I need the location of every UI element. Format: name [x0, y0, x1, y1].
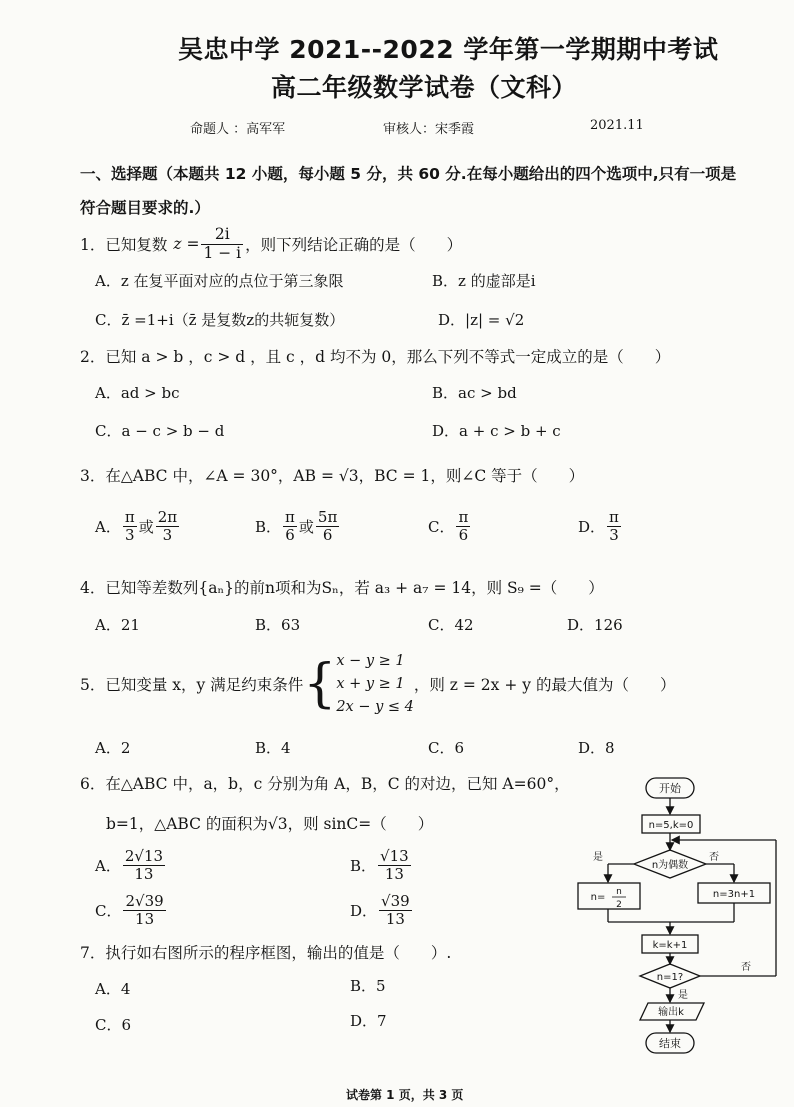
q2-option-b: B．ac > bd: [432, 384, 517, 402]
q6-c-d: 13: [135, 910, 155, 929]
q3-b-label: B．: [255, 518, 282, 537]
q6-a-d: 13: [134, 865, 154, 884]
q3-option-a: [95, 509, 181, 545]
q2-option-d: D．a + c > b + c: [432, 422, 561, 440]
q6-option-d: [350, 893, 414, 929]
question-6-line1: 6．在△ABC 中，a，b，c 分别为角 A，B，C 的对边，已知 A=60°，: [80, 775, 570, 793]
q6-d-d: 13: [385, 910, 405, 929]
q7-option-d: D．7: [350, 1012, 387, 1030]
constraint-3: 2x − y ≤ 4: [336, 698, 414, 715]
q3-d-n: π: [609, 508, 619, 526]
q7-option-a: A．4: [95, 980, 131, 998]
q6-b-frac: [378, 848, 411, 884]
flow-yes1-label: 是: [593, 852, 603, 863]
q1-z-eq: z =: [173, 235, 200, 254]
q3-b-n1: π: [285, 508, 295, 526]
section-heading-line1: 一、选择题（本题共 12 小题，每小题 5 分，共 60 分.在每小题给出的四个选项中,只有一项是: [80, 165, 737, 183]
flow-end-label: 结束: [659, 1037, 681, 1050]
constraint-2: x + y ≥ 1: [336, 675, 405, 692]
constraint-1: x − y ≥ 1: [336, 652, 405, 669]
flow-cond1-label: n为偶数: [651, 860, 689, 871]
flow-halve-den: 2: [616, 900, 622, 910]
q6-b-n: √13: [380, 847, 409, 865]
q4-option-d: D．126: [567, 616, 623, 634]
q3-a-label: A．: [95, 518, 121, 537]
q1-suffix: ，则下列结论正确的是（ ）: [245, 236, 463, 255]
q3-a-n2: 2π: [157, 508, 178, 526]
question-3-stem: 3．在△ABC 中，∠A = 30°，AB = √3，BC = 1，则∠C 等于（ ）: [80, 467, 585, 485]
q6-c-frac: [123, 893, 165, 929]
q3-c-frac: [456, 509, 470, 545]
q1-option-c: C．z̄ =1+i（z̄ 是复数z的共轭复数）: [95, 311, 345, 329]
q6-a-n: 2√13: [124, 847, 164, 865]
q7-option-c: C．6: [95, 1016, 132, 1034]
flow-yes2-label: 是: [678, 990, 688, 1001]
question-6-line2: b=1，△ABC 的面积为√3，则 sinC=（ ）: [106, 815, 434, 833]
question-4-stem: 4．已知等差数列{aₙ}的前n项和为Sₙ，若 a₃ + a₇ = 14，则 S₉ =（ ）: [80, 579, 604, 597]
flow-output-label: 输出k: [658, 1007, 684, 1018]
constraint-system: [336, 650, 414, 719]
q5-option-c: C．6: [428, 739, 465, 757]
q2-option-c: C．a − c > b − d: [95, 422, 225, 440]
q3-b-d1: 6: [285, 526, 295, 545]
flow-no2-label: 否: [741, 962, 751, 973]
q4-option-a: A．21: [95, 616, 140, 634]
program-flowchart: [570, 770, 785, 1060]
q1-prefix: 1．已知复数: [80, 236, 168, 255]
q6-c-n: 2√39: [125, 892, 164, 910]
flow-halve-lhs: n=: [590, 892, 606, 903]
q2-option-a: A．ad > bc: [95, 384, 180, 402]
q1-option-b: B．z 的虚部是i: [432, 272, 536, 290]
q6-option-c: [95, 893, 168, 929]
exam-title: 吴忠中学 2021--2022 学年第一学期期中考试: [178, 35, 719, 64]
flow-halve-node: [578, 883, 640, 909]
flow-increment-label: k=k+1: [652, 940, 688, 951]
q3-b-frac1: [283, 509, 297, 545]
q3-option-b: [255, 509, 341, 545]
q6-a-frac: [123, 848, 165, 884]
flow-init-label: n=5,k=0: [648, 820, 694, 831]
q3-b-or: 或: [298, 518, 314, 537]
q6-d-label: D．: [350, 902, 378, 921]
flow-no1-label: 否: [709, 852, 719, 863]
q3-d-frac: [607, 509, 621, 545]
flow-halve-num: n: [616, 887, 622, 897]
q3-d-label: D．: [578, 518, 606, 537]
question-2-stem: 2．已知 a > b ，c > d ，且 c ，d 均不为 0，那么下列不等式一定成立的是（ ）: [80, 348, 671, 366]
q6-d-frac: [379, 893, 412, 929]
q3-option-c: [428, 509, 472, 545]
flow-start-label: 开始: [659, 782, 681, 795]
q5-option-a: A．2: [95, 739, 131, 757]
q5-option-b: B．4: [255, 739, 291, 757]
q3-a-d2: 3: [162, 526, 173, 545]
q3-c-label: C．: [428, 518, 455, 537]
q3-b-d2: 6: [322, 526, 333, 545]
q1-denominator: 1 − i: [203, 243, 242, 262]
q3-a-n1: π: [124, 508, 135, 526]
q1-option-a: A．z 在复平面对应的点位于第三象限: [95, 272, 344, 290]
reviewer-label: 审核人：宋季霞: [383, 122, 475, 137]
q6-option-a: [95, 848, 167, 884]
flow-triple-label: n=3n+1: [712, 889, 756, 900]
exam-subtitle: 高二年级数学试卷（文科）: [271, 73, 578, 102]
q5-option-d: D．8: [578, 739, 615, 757]
question-1-stem: [80, 226, 462, 263]
q6-d-n: √39: [381, 892, 410, 910]
q6-b-label: B．: [350, 857, 377, 876]
section-heading-line2: 符合题目要求的.）: [80, 199, 210, 217]
constraint-brace: {: [303, 654, 337, 714]
q3-a-d1: 3: [125, 526, 135, 545]
q5-prefix: 5．已知变量 x，y 满足约束条件: [80, 676, 304, 694]
q3-c-n: π: [458, 508, 469, 526]
q3-b-n2: 5π: [317, 508, 338, 526]
q3-c-d: 6: [458, 526, 469, 545]
q4-option-c: C．42: [428, 616, 474, 634]
q3-d-d: 3: [609, 526, 619, 545]
question-7-stem: 7．执行如右图所示的程序框图，输出的值是（ ）.: [80, 944, 452, 962]
q3-b-frac2: [316, 509, 339, 545]
q5-suffix: ，则 z = 2x + y 的最大值为（ ）: [413, 676, 676, 694]
q1-option-d: D．|z| = √2: [438, 311, 525, 329]
page-footer: 试卷第 1 页，共 3 页: [346, 1088, 464, 1102]
flow-cond2-label: n=1?: [656, 972, 684, 983]
author-label: 命题人 ：高军军: [190, 122, 286, 137]
q6-b-d: 13: [384, 865, 404, 884]
q6-a-label: A．: [95, 857, 121, 876]
q3-a-or: 或: [138, 518, 154, 537]
q6-c-label: C．: [95, 902, 122, 921]
q7-option-b: B．5: [350, 977, 386, 995]
exam-date: 2021.11: [590, 118, 644, 133]
q1-fraction: [201, 226, 243, 263]
q4-option-b: B．63: [255, 616, 301, 634]
question-5-stem: [80, 647, 675, 721]
q6-option-b: [350, 848, 413, 884]
q1-numerator: 2i: [201, 226, 243, 245]
q3-a-frac2: [156, 509, 179, 545]
q3-a-frac1: [123, 509, 137, 545]
q3-option-d: [578, 509, 623, 545]
